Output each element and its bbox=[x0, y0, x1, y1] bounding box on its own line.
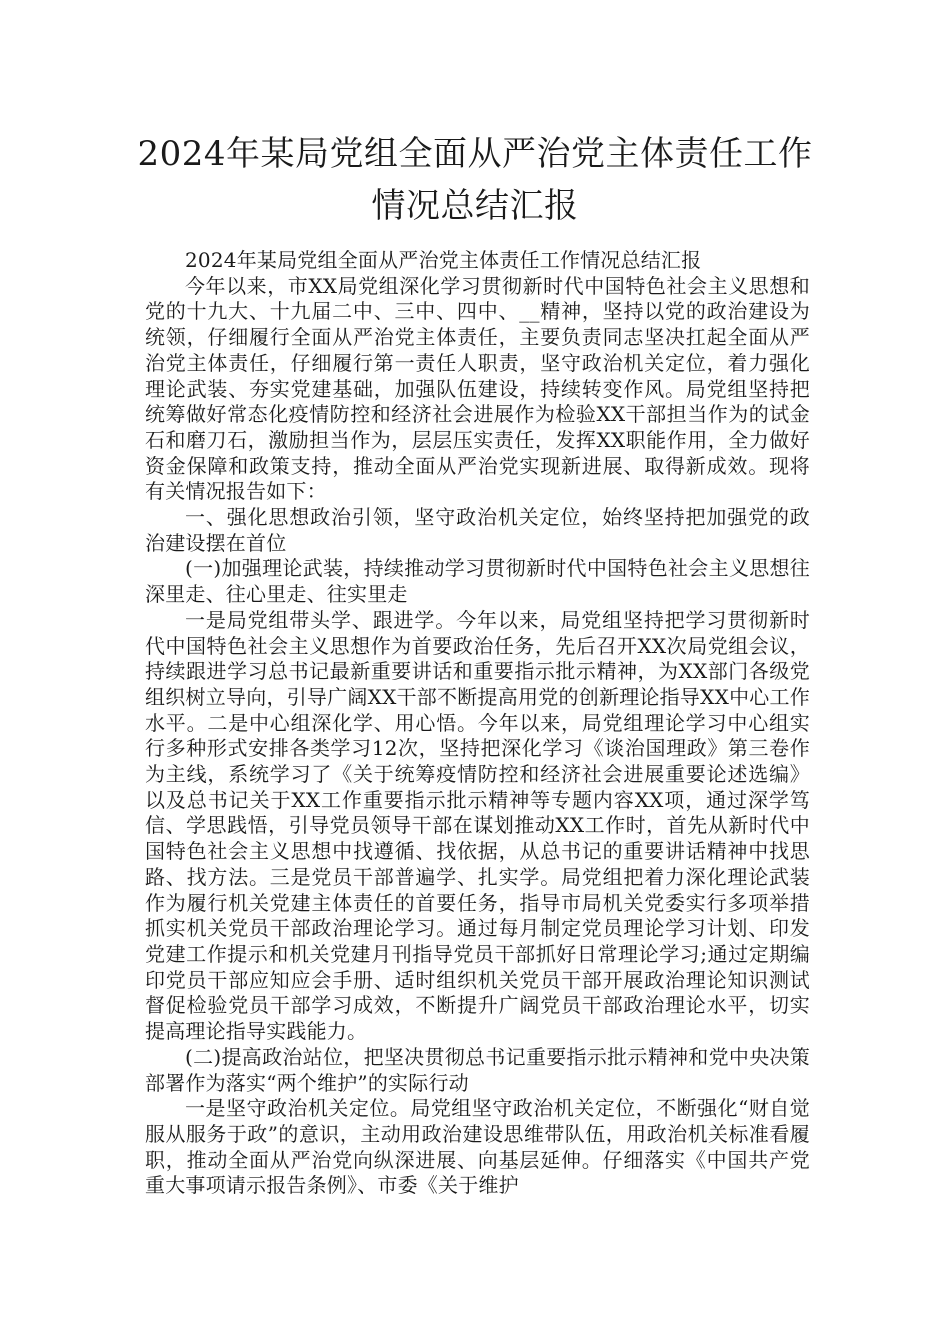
paragraph-subtitle: 2024年某局党组全面从严治党主体责任工作情况总结汇报 bbox=[185, 248, 702, 272]
heading-subsection-2: (二)提高政治站位，把坚决贯彻总书记重要指示批示精神和党中央决策部署作为落实“两个维护”的实际行动 bbox=[145, 1044, 810, 1095]
paragraph-subsection-1: 一是局党组带头学、跟进学。今年以来，局党组坚持把学习贯彻新时代中国特色社会主义思想作为首要政治任务，先后召开XX次局党组会议，持续跟进学习总书记最新重要讲话和重要指示批示精神，为XX部门各级党组织树立导向，引导广阔XX干部不断提高用党的创新理论指导XX中心工作水平。二是中心组深化学、用心悟。今年以来，局党组理论学习中心组实行多种形式安排各类学习12次，坚持把深化学习《谈治国理政》第三卷作为主线，系统学习了《关于统筹疫情防控和经济社会进展重要论述选编》以及总书记关于XX工作重要指示批示精神等专题内容XX项，通过深学笃信、学思践悟，引导党员领导干部在谋划推动XX工作时，首先从新时代中国特色社会主义思想中找遵循、找依据，从总书记的重要讲话精神中找思路、找方法。三是党员干部普遍学、扎实学。局党组把着力深化理论武装作为履行机关党建主体责任的首要任务，指导市局机关党委实行多项举措抓实机关党员干部政治理论学习。通过每月制定党员理论学习计划、印发党建工作提示和机关党建月刊指导党员干部抓好日常理论学习;通过定期编印党员干部应知应会手册、适时组织机关党员干部开展政治理论知识测试督促检验党员干部学习成效，不断提升广阔党员干部政治理论水平，切实提高理论指导实践能力。 bbox=[145, 607, 810, 1044]
heading-subsection-1: (一)加强理论武装，持续推动学习贯彻新时代中国特色社会主义思想往深里走、往心里走、往实里走 bbox=[145, 556, 810, 607]
paragraph-subsection-2: 一是坚守政治机关定位。局党组坚守政治机关定位，不断强化“财自觉服从服务于政”的意识，主动用政治建设思维带队伍，用政治机关标准看履职，推动全面从严治党向纵深进展、向基层延伸。仔细落实《中国共产党重大事项请示报告条例》、市委《关于维护 bbox=[145, 1096, 810, 1198]
document-title: 2024年某局党组全面从严治党主体责任工作情况总结汇报 bbox=[137, 134, 813, 226]
document-body bbox=[145, 248, 810, 1199]
paragraph-intro: 今年以来，市XX局党组深化学习贯彻新时代中国特色社会主义思想和党的十九大、十九届二中、三中、四中、__精神，坚持以党的政治建设为统领，仔细履行全面从严治党主体责任，主要负责同志坚决扛起全面从严治党主体责任，仔细履行第一责任人职责，坚守政治机关定位，着力强化理论武装、夯实党建基础，加强队伍建设，持续转变作风。局党组坚持把统筹做好常态化疫情防控和经济社会进展作为检验XX干部担当作为的试金石和磨刀石，激励担当作为，层层压实责任，发挥XX职能作用，全力做好资金保障和政策支持，推动全面从严治党实现新进展、取得新成效。现将有关情况报告如下： bbox=[145, 273, 810, 504]
heading-section-1: 一、强化思想政治引领，坚守政治机关定位，始终坚持把加强党的政治建设摆在首位 bbox=[145, 505, 810, 555]
